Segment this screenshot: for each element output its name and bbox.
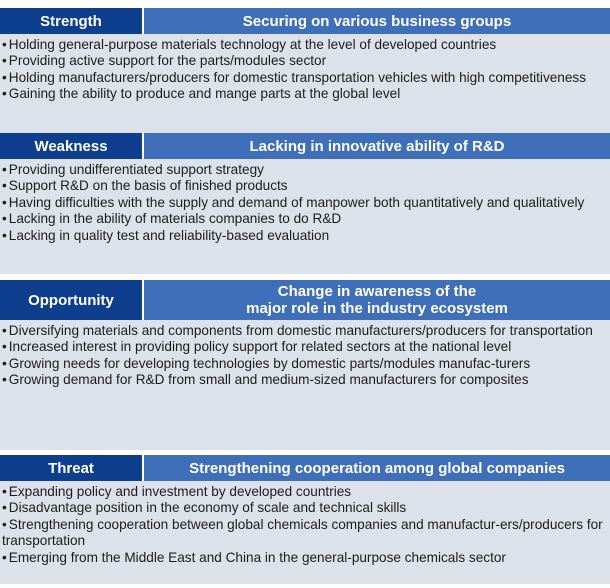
list-item: • Support R&D on the basis of finished products (2, 178, 288, 194)
list-item: • Disadvantage position in the economy of scale and technical skills (2, 500, 407, 516)
strength-title: Securing on various business groups (142, 8, 610, 34)
list-item: • Lacking in the ability of materials companies to do R&D (2, 211, 342, 227)
threat-tag: Threat (0, 455, 142, 481)
list-item: • Gaining the ability to produce and mange parts at the global level (2, 86, 401, 102)
list-item: • Lacking in quality test and reliability-based evaluation (2, 227, 330, 243)
list-item: • Growing needs for developing technologies by domestic parts/modules manufac-turers (2, 355, 531, 371)
threat-list (0, 481, 610, 584)
weakness-section (0, 133, 610, 274)
opportunity-tag: Opportunity (0, 280, 142, 320)
list-item: • Diversifying materials and components from domestic manufacturers/producers for transportation (2, 323, 593, 338)
weakness-list (0, 159, 610, 274)
strength-list (0, 34, 610, 134)
opportunity-title-line-1: Change in awareness of the (277, 283, 477, 300)
list-item: • Holding general-purpose materials technology at the level of developed countries (2, 37, 497, 52)
list-item: • Strengthening cooperation between global chemicals companies and manufactur-ers/producers for transportation (2, 516, 603, 549)
list-item: • Increased interest in providing policy support for related sectors at the national level (2, 339, 512, 355)
opportunity-list (0, 320, 610, 450)
list-item: • Providing active support for the parts/modules sector (2, 53, 327, 69)
threat-section (0, 455, 610, 584)
threat-title: Strengthening cooperation among global companies (142, 455, 610, 481)
weakness-title: Lacking in innovative ability of R&D (142, 133, 610, 159)
weakness-tag: Weakness (0, 133, 142, 159)
opportunity-title (142, 280, 610, 320)
opportunity-section (0, 280, 610, 450)
list-item: • Growing demand for R&D from small and medium-sized manufacturers for composites (2, 372, 529, 388)
opportunity-title-line-2: major role in the industry ecosystem (246, 300, 508, 317)
list-item: • Emerging from the Middle East and China in the general-purpose chemicals sector (2, 549, 506, 565)
list-item: • Having difficulties with the supply and demand of manpower both quantitatively and qualitatively (2, 194, 585, 210)
strength-section (0, 8, 610, 134)
list-item: • Providing undifferentiated support strategy (2, 162, 264, 177)
list-item: • Expanding policy and investment by developed countries (2, 484, 352, 499)
list-item: • Holding manufacturers/producers for domestic transportation vehicles with high competitiveness (2, 69, 587, 85)
strength-tag: Strength (0, 8, 142, 34)
